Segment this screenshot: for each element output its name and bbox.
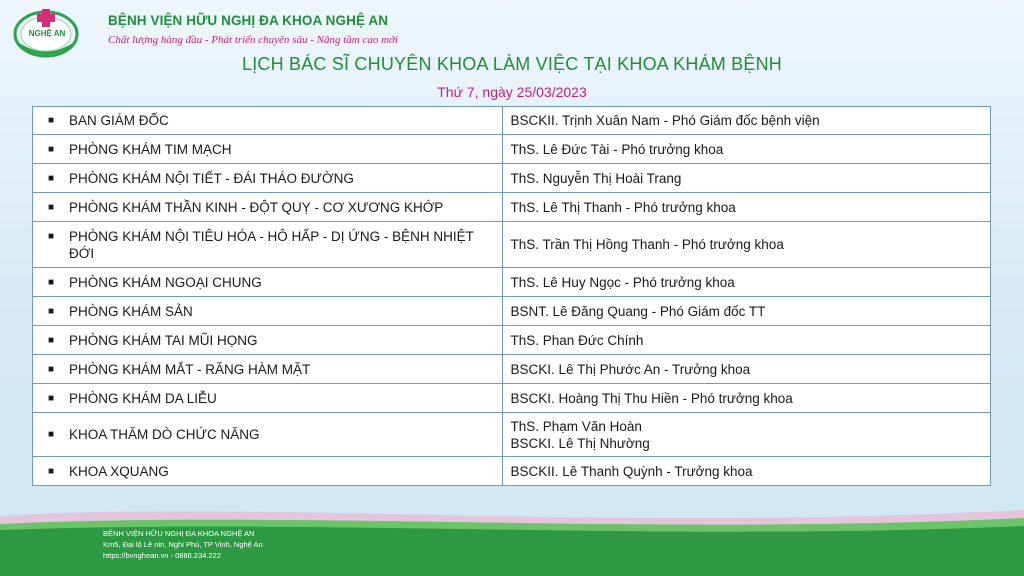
page-title: LỊCH BÁC SĨ CHUYÊN KHOA LÀM VIỆC TẠI KHOA KHÁM BỆNH (242, 54, 782, 74)
bullet-icon: ■ (47, 392, 55, 404)
footer-website-phone: https://bvnghean.vn - 0886.234.222 (103, 551, 222, 560)
doctor-name: BSNT. Lê Đăng Quang - Phó Giám đốc TT (510, 303, 766, 319)
department-name: PHÒNG KHÁM THẦN KINH - ĐỘT QUỴ - CƠ XƯƠNG KHỚP (69, 199, 444, 215)
doctor-cell (502, 164, 990, 193)
doctor-name: ThS. Lê Huy Ngọc - Phó trưởng khoa (510, 274, 735, 290)
department-cell (33, 193, 503, 222)
schedule-body (33, 107, 991, 486)
department-name: PHÒNG KHÁM TAI MŨI HỌNG (69, 332, 258, 348)
table-row (33, 457, 991, 486)
department-name: BAN GIÁM ĐỐC (69, 113, 169, 128)
doctor-cell (502, 135, 990, 164)
doctor-name: BSCKI. Lê Thị Nhường (510, 435, 650, 451)
department-name: PHÒNG KHÁM TIM MẠCH (69, 141, 232, 157)
hospital-header (12, 4, 452, 60)
department-name: PHÒNG KHÁM SẢN (69, 303, 193, 319)
doctor-cell (502, 457, 990, 486)
doctor-name: ThS. Nguyễn Thị Hoài Trang (510, 170, 682, 186)
bullet-icon: ■ (47, 305, 55, 317)
department-cell (33, 107, 503, 135)
bullet-icon: ■ (47, 429, 55, 440)
doctor-name: ThS. Lê Thị Thanh - Phó trưởng khoa (510, 199, 736, 215)
department-cell (33, 268, 503, 297)
doctor-name: ThS. Trần Thị Hồng Thanh - Phó trưởng khoa (510, 237, 784, 252)
department-name: PHÒNG KHÁM DA LIỄU (69, 390, 217, 406)
page-subtitle: Thứ 7, ngày 25/03/2023 (437, 84, 587, 100)
department-cell (33, 326, 503, 355)
doctor-name: BSCKI. Hoàng Thị Thu Hiền - Phó trưởng khoa (510, 390, 793, 406)
bullet-icon: ■ (47, 363, 55, 375)
bullet-icon: ■ (47, 143, 55, 155)
hospital-slogan: Chất lượng hàng đầu - Phát triển chuyên sâu - Nâng tầm cao mới (108, 34, 398, 46)
hospital-name: BỆNH VIỆN HỮU NGHỊ ĐA KHOA NGHỆ AN (108, 13, 389, 28)
department-cell (33, 457, 503, 486)
department-cell (33, 413, 503, 457)
department-name: PHÒNG KHÁM NGOẠI CHUNG (69, 274, 262, 290)
table-row (33, 135, 991, 164)
doctor-cell (502, 413, 990, 457)
bullet-icon: ■ (47, 201, 55, 213)
doctor-name: ThS. Phạm Văn Hoàn (510, 418, 642, 434)
department-cell (33, 384, 503, 413)
footer-address: Km5, Đại lộ Lê nin, Nghi Phú, TP Vinh, Nghệ An (103, 540, 263, 549)
table-row (33, 222, 991, 268)
bullet-icon: ■ (47, 230, 55, 242)
schedule-table (32, 106, 991, 486)
table-row (33, 297, 991, 326)
doctor-cell (502, 193, 990, 222)
logo-text: NGHỆ AN (28, 29, 66, 38)
bullet-icon: ■ (47, 465, 55, 477)
table-row (33, 268, 991, 297)
department-cell (33, 164, 503, 193)
table-row (33, 355, 991, 384)
doctor-cell (502, 355, 990, 384)
department-name: PHÒNG KHÁM MẮT - RĂNG HÀM MẶT (69, 361, 311, 377)
doctor-name: ThS. Phan Đức Chính (510, 332, 644, 348)
doctor-name: ThS. Lê Đức Tài - Phó trưởng khoa (510, 141, 724, 157)
table-row (33, 413, 991, 457)
table-row (33, 193, 991, 222)
hospital-logo (12, 4, 82, 60)
department-cell (33, 297, 503, 326)
department-cell (33, 355, 503, 384)
department-cell (33, 135, 503, 164)
department-name: KHOA THĂM DÒ CHỨC NĂNG (69, 427, 260, 442)
table-row (33, 164, 991, 193)
footer-hospital-name: BỆNH VIỆN HỮU NGHỊ ĐA KHOA NGHỆ AN (103, 529, 255, 538)
department-name: PHÒNG KHÁM NỘI TIÊU HÓA - HÔ HẤP - DỊ ỨNG - BỆNH NHIỆT ĐỚI (69, 228, 474, 261)
doctor-name: BSCKII. Lê Thanh Quỳnh - Trưởng khoa (510, 463, 753, 479)
bullet-icon: ■ (47, 276, 55, 288)
bullet-icon: ■ (47, 115, 55, 126)
doctor-name: BSCKII. Trịnh Xuân Nam - Phó Giám đốc bệnh viện (510, 113, 820, 128)
table-row (33, 326, 991, 355)
doctor-name: BSCKI. Lê Thị Phước An - Trưởng khoa (510, 361, 751, 377)
doctor-cell (502, 268, 990, 297)
bullet-icon: ■ (47, 172, 55, 184)
table-row (33, 384, 991, 413)
doctor-cell (502, 222, 990, 268)
department-name: PHÒNG KHÁM NỘI TIẾT - ĐÁI THÁO ĐƯỜNG (69, 170, 354, 186)
bullet-icon: ■ (47, 334, 55, 346)
doctor-cell (502, 107, 990, 135)
doctor-cell (502, 384, 990, 413)
footer-contact (103, 528, 263, 561)
doctor-cell (502, 297, 990, 326)
table-row (33, 107, 991, 135)
doctor-cell (502, 326, 990, 355)
department-cell (33, 222, 503, 268)
department-name: KHOA XQUANG (69, 463, 169, 479)
